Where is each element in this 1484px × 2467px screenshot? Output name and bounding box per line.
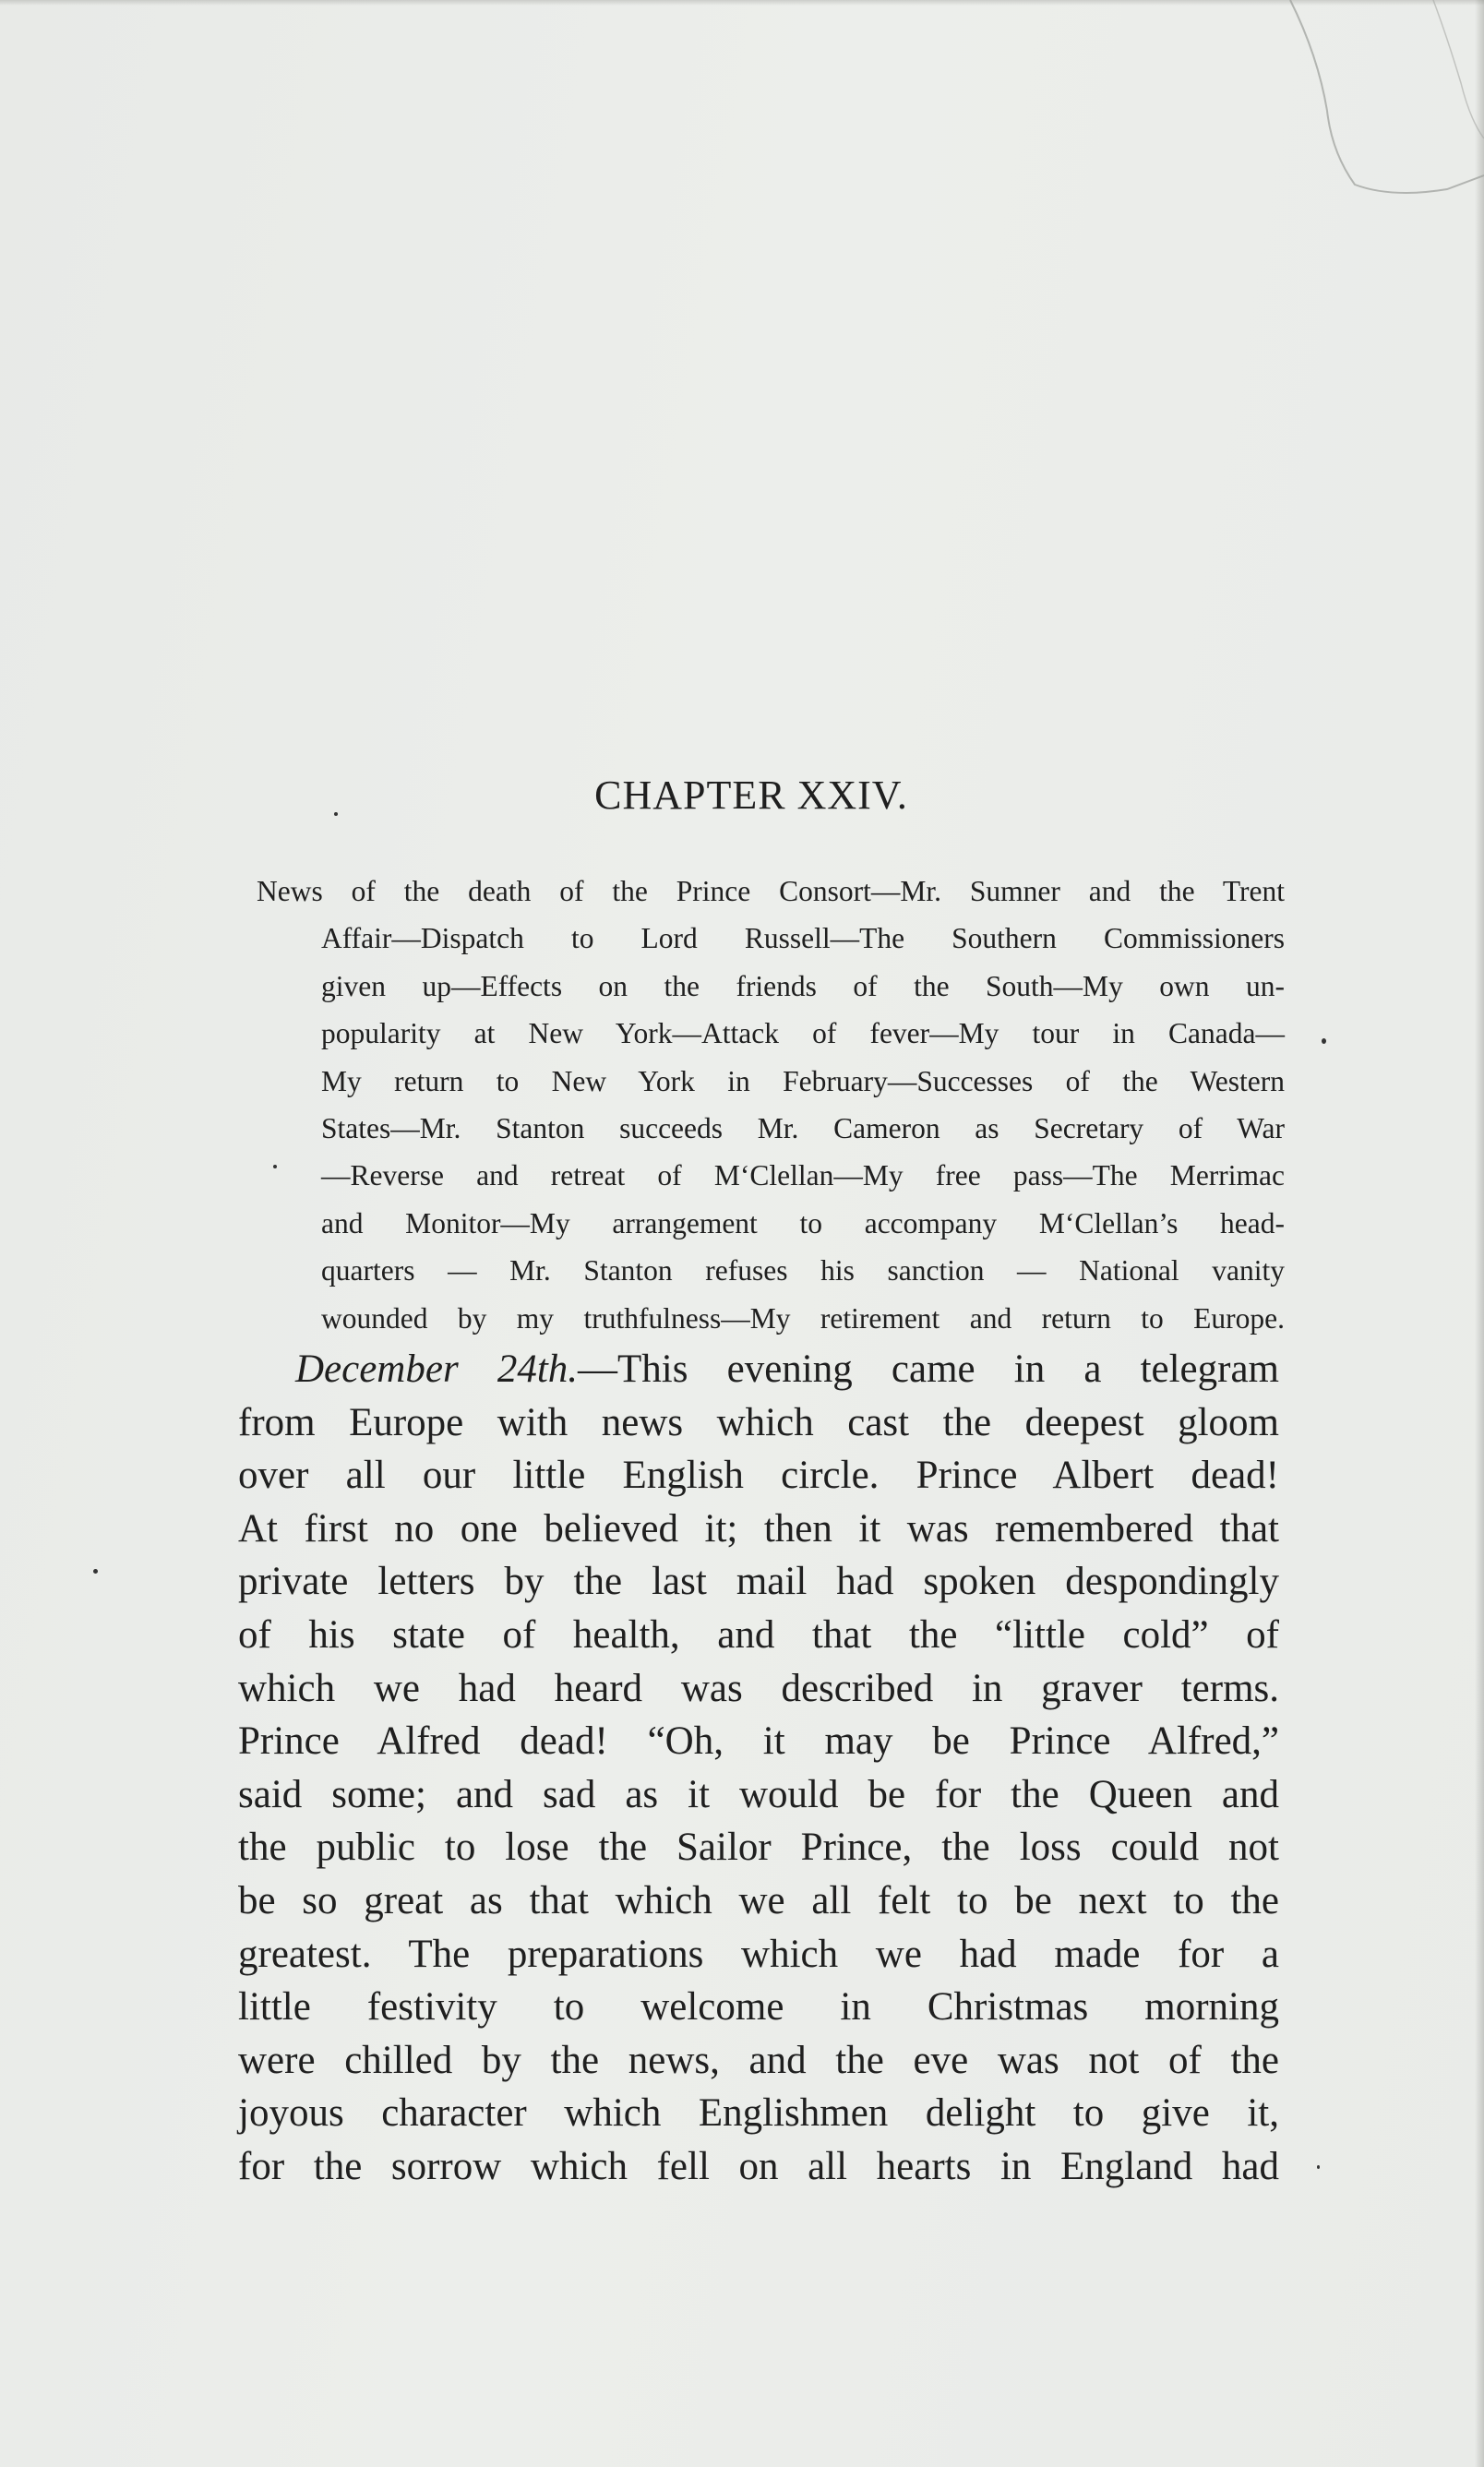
summary-line: popularity at New York—Attack of fever—My tour in Canada—: [321, 1017, 1285, 1050]
ink-speck: [93, 1569, 98, 1574]
summary-line: given up—Effects on the friends of the South—My own un-: [321, 969, 1285, 1002]
body-line: for the sorrow which fell on all hearts in England had: [238, 2144, 1279, 2188]
ink-speck: [273, 1165, 277, 1168]
page-top-edge-shadow: [0, 0, 1484, 6]
body-line: greatest. The preparations which we had made for a: [238, 1932, 1279, 1976]
chapter-summary: [257, 868, 1285, 1342]
body-line: which we had heard was described in graver terms.: [238, 1666, 1279, 1710]
body-line: said some; and sad as it would be for the Queen and: [238, 1772, 1279, 1816]
body-line: were chilled by the news, and the eve was not of the: [238, 2038, 1279, 2082]
body-line: Prince Alfred dead! “Oh, it may be Prince Alfred,”: [238, 1719, 1279, 1764]
body-line: over all our little English circle. Prince Albert dead!: [238, 1454, 1279, 1498]
summary-line: quarters — Mr. Stanton refuses his sanction — National vanity: [321, 1254, 1285, 1287]
body-paragraph: [238, 1343, 1279, 2194]
page-right-edge-shadow: [1475, 0, 1484, 2467]
summary-line: and Monitor—My arrangement to accompany M‘Clellan’s head-: [321, 1206, 1285, 1239]
body-line: be so great as that which we all felt to be next to the: [238, 1878, 1279, 1922]
summary-line: —Reverse and retreat of M‘Clellan—My free pass—The Merrimac: [321, 1159, 1285, 1192]
body-line: joyous character which Englishmen delight to give it,: [238, 2091, 1279, 2136]
body-line: the public to lose the Sailor Prince, the loss could not: [238, 1826, 1279, 1870]
entry-date: December 24th.: [295, 1347, 579, 1391]
summary-line: My return to New York in February—Successes of the Western: [321, 1064, 1285, 1097]
ink-speck: [1322, 1038, 1326, 1044]
chapter-title: CHAPTER XXIV.: [594, 772, 908, 818]
summary-line: Affair—Dispatch to Lord Russell—The Southern Commissioners: [321, 922, 1285, 955]
summary-line: States—Mr. Stanton succeeds Mr. Cameron as Secretary of War: [321, 1112, 1285, 1145]
summary-line: News of the death of the Prince Consort—Mr. Sumner and the Trent: [257, 875, 1285, 907]
body-line: from Europe with news which cast the deepest gloom: [238, 1400, 1279, 1444]
body-first-line-text: —This evening came in a telegram: [578, 1347, 1279, 1391]
page-corner-crease: [1263, 0, 1484, 212]
body-line: At first no one believed it; then it was remembered that: [238, 1506, 1279, 1551]
ink-speck: [1317, 2165, 1320, 2169]
body-line: private letters by the last mail had spoken despondingly: [238, 1560, 1279, 1604]
ink-speck: [334, 812, 338, 816]
body-line: of his state of health, and that the “little cold” of: [238, 1612, 1279, 1657]
body-line: little festivity to welcome in Christmas morning: [238, 1985, 1279, 2030]
summary-line: wounded by my truthfulness—My retirement and return to Europe.: [321, 1301, 1285, 1335]
body-first-line: [295, 1343, 1279, 1396]
